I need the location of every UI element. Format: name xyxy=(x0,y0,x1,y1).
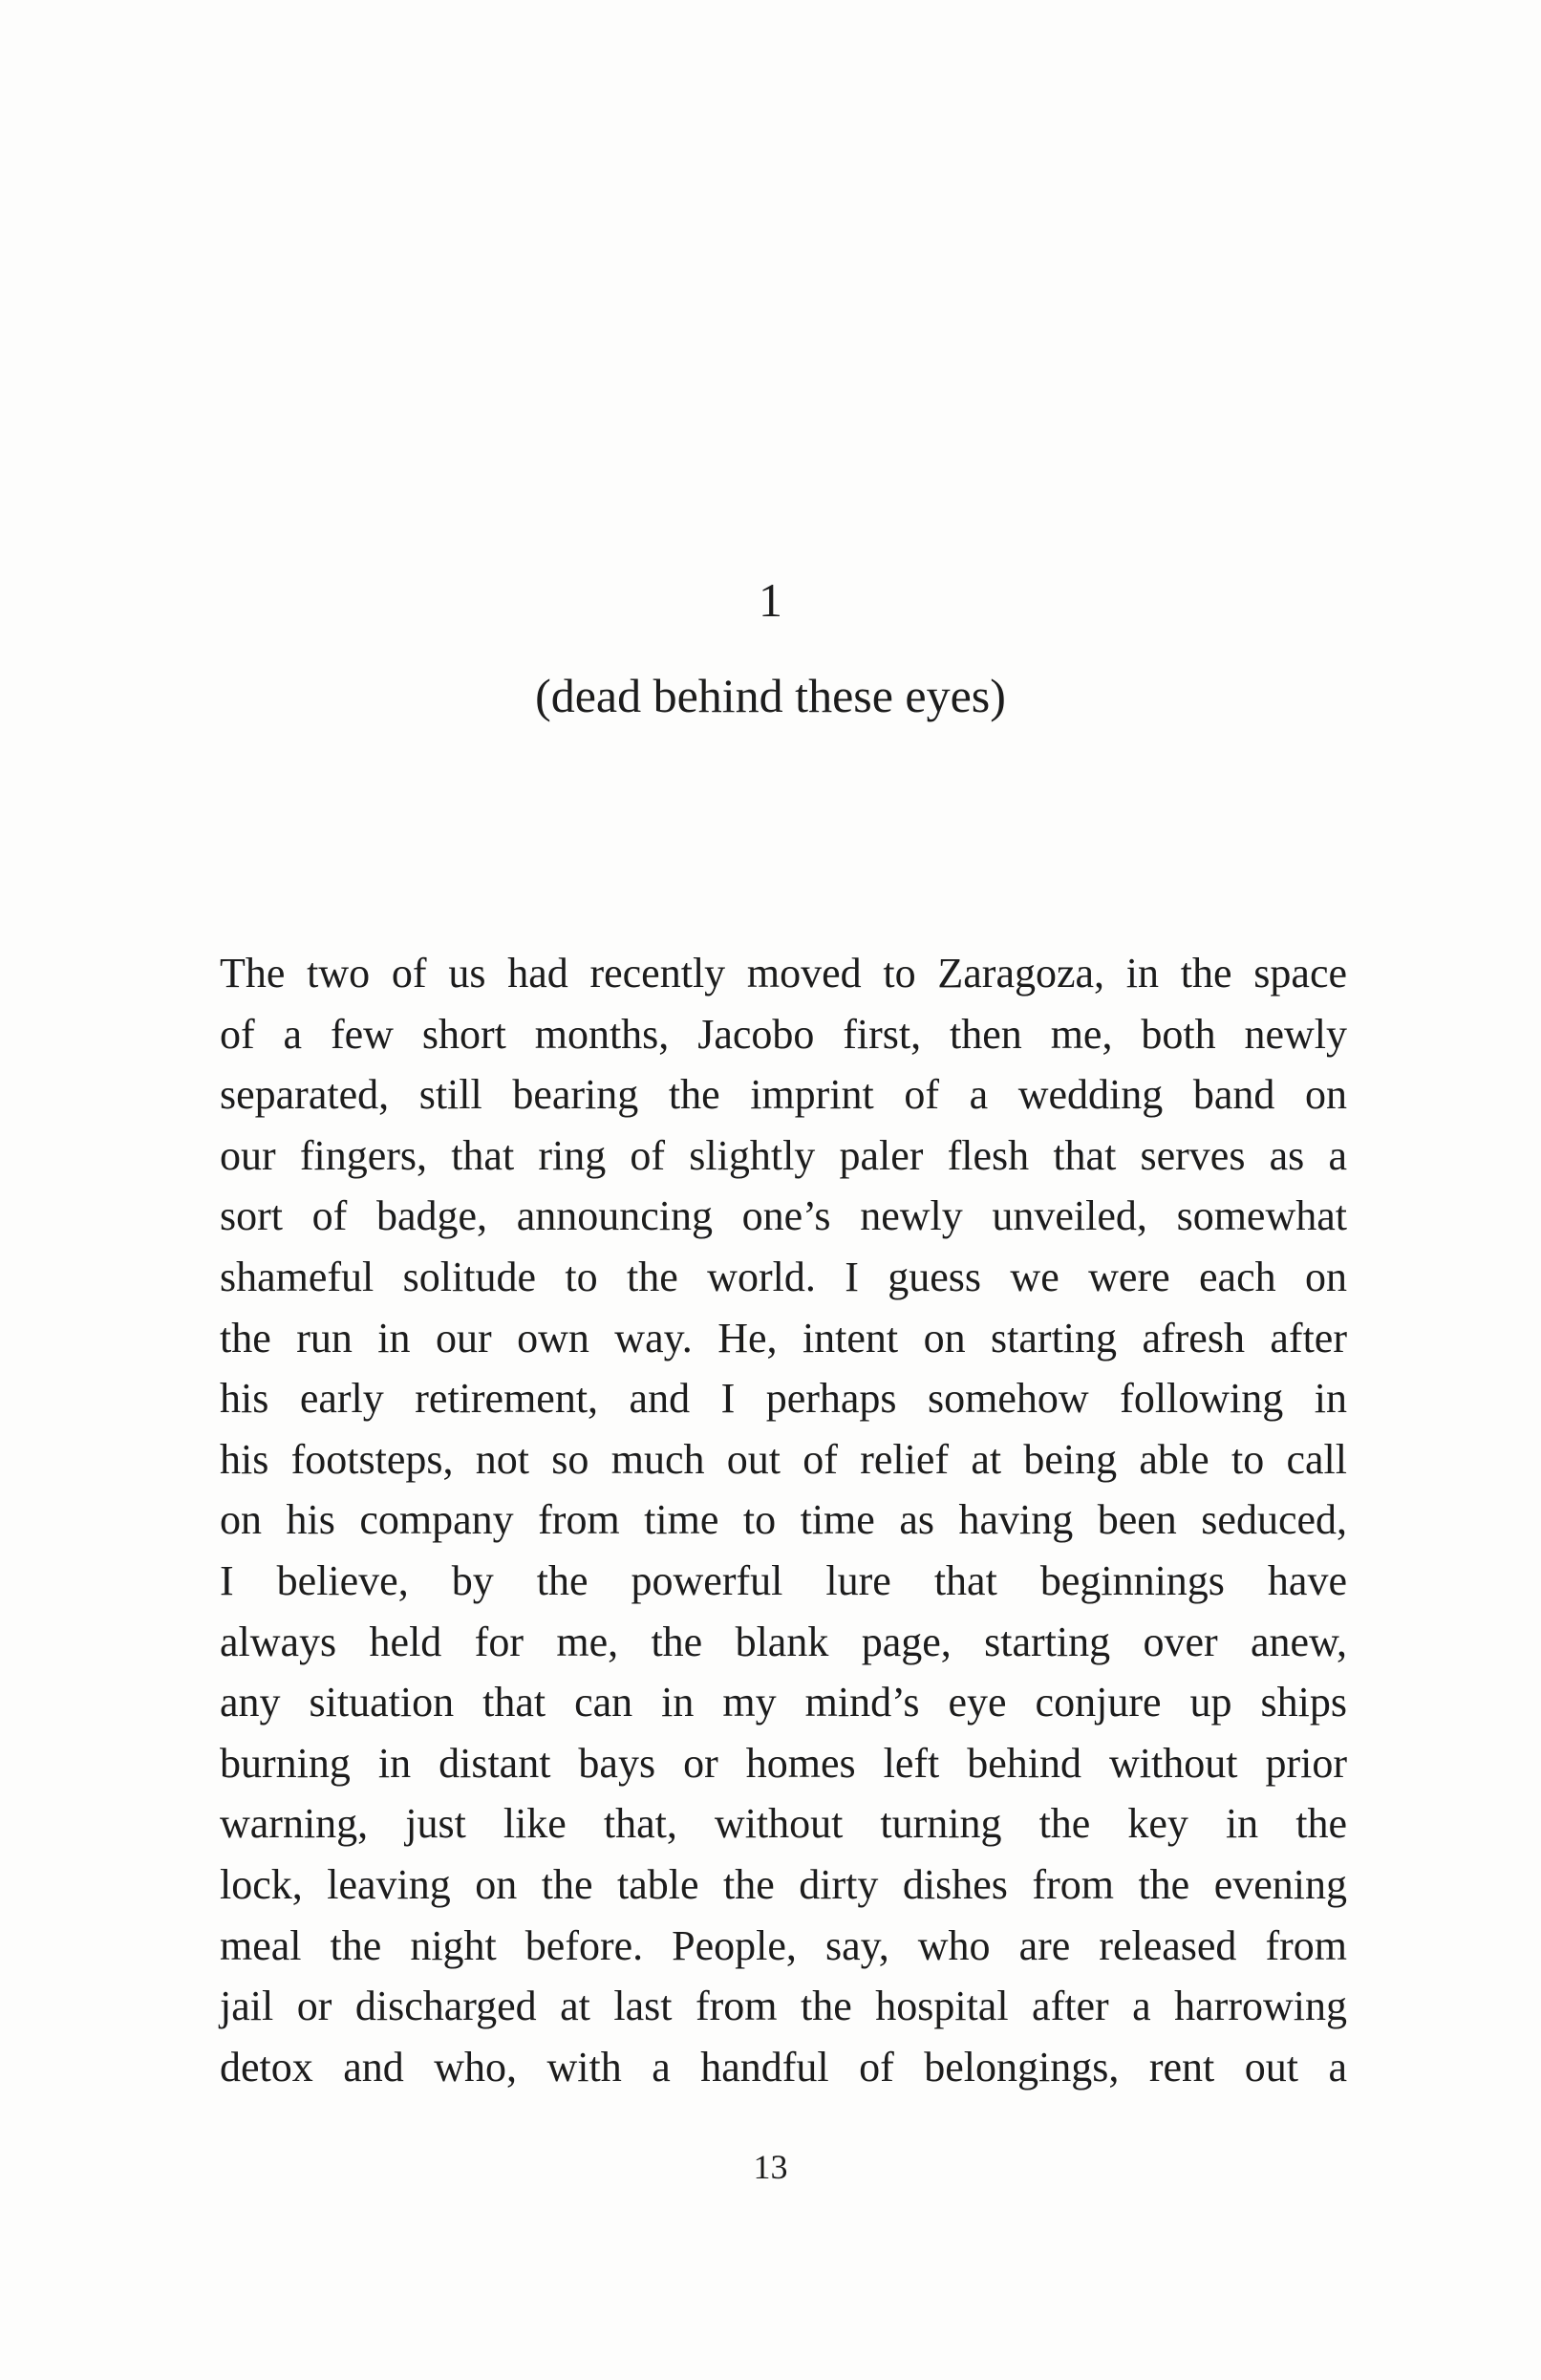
chapter-title: (dead behind these eyes) xyxy=(535,669,1006,722)
text-line: burning in distant bays or homes left behind without prior xyxy=(220,1739,1347,1787)
text-line: jail or discharged at last from the hospital after a harrowing xyxy=(220,1983,1347,2030)
text-line: The two of us had recently moved to Zaragoza, in the space xyxy=(220,950,1347,997)
text-line: the run in our own way. He, intent on starting afresh after xyxy=(220,1314,1347,1362)
text-line: his footsteps, not so much out of relief at being able to call xyxy=(220,1435,1347,1483)
text-line: warning, just like that, without turning the key in the xyxy=(220,1800,1347,1848)
text-line: meal the night before. People, say, who are released from xyxy=(220,1921,1347,1969)
text-line: any situation that can in my mind’s eye conjure up ships xyxy=(220,1679,1347,1726)
page-number: 13 xyxy=(753,2148,788,2186)
text-line: always held for me, the blank page, starting over anew, xyxy=(220,1618,1347,1665)
text-line: separated, still bearing the imprint of a wedding band on xyxy=(220,1071,1347,1119)
text-line: I believe, by the powerful lure that beginnings have xyxy=(220,1556,1347,1604)
text-line: our fingers, that ring of slightly paler flesh that serves as a xyxy=(220,1131,1347,1179)
chapter-number: 1 xyxy=(759,573,782,627)
text-line: on his company from time to time as having been seduced, xyxy=(220,1496,1347,1544)
text-line: of a few short months, Jacobo first, then me, both newly xyxy=(220,1010,1347,1058)
text-line: his early retirement, and I perhaps somehow following in xyxy=(220,1375,1347,1423)
text-line: sort of badge, announcing one’s newly unveiled, somewhat xyxy=(220,1192,1347,1240)
text-line: shameful solitude to the world. I guess we were each on xyxy=(220,1253,1347,1300)
text-line: detox and who, with a handful of belongings, rent out a xyxy=(220,2043,1347,2091)
text-line: lock, leaving on the table the dirty dishes from the evening xyxy=(220,1860,1347,1908)
body-paragraph xyxy=(220,943,1347,2097)
